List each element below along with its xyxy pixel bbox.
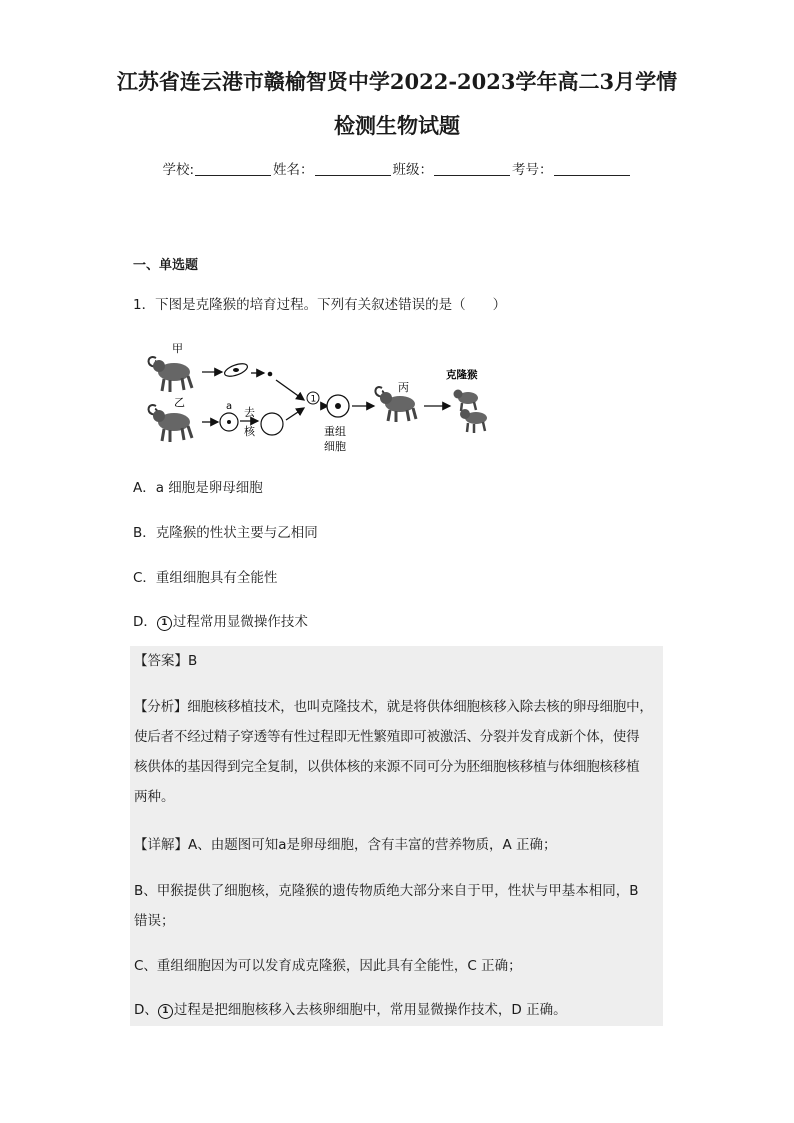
detail-step-1-circle: 1 [158, 1004, 173, 1019]
label-chongzu: 重组 [324, 425, 346, 438]
detail-d [134, 995, 662, 1025]
enucleated-oocyte-icon [261, 413, 283, 435]
section-title: 一、单选题 [133, 258, 199, 273]
monkey-bing-icon [375, 387, 416, 422]
reconstructed-cell-icon [327, 395, 349, 417]
detail-c: C、重组细胞因为可以发育成克隆猴，因此具有全能性，C 正确； [134, 958, 522, 974]
school-label: 学校: [162, 162, 195, 178]
page-title-line2: 检测生物试题 [334, 113, 460, 138]
step-1-label: 1 [310, 394, 317, 405]
school-blank[interactable] [195, 161, 271, 176]
page-title-line1: 江苏省连云港市赣榆智贤中学2022-2023学年高二3月学情 [116, 69, 678, 94]
label-xibao: 细胞 [324, 440, 346, 453]
option-d[interactable] [133, 610, 308, 631]
analysis-line-3: 核供体的基因得到完全复制，以供体核的来源不同可分为胚细胞核移植与体细胞核移植 [134, 759, 640, 775]
answer-panel [130, 646, 663, 1026]
label-he: 核 [244, 425, 255, 438]
answer-line: 【答案】B [134, 653, 198, 669]
class-blank[interactable] [434, 161, 510, 176]
detail-d-text: 过程是把细胞核移入去核卵细胞中，常用显微操作技术，D 正确。 [173, 1002, 567, 1018]
analysis-line-1: 【分析】细胞核移植技术，也叫克隆技术，就是将供体细胞核移入除去核的卵母细胞中， [134, 699, 653, 715]
clone-monkey-diagram [134, 336, 496, 460]
somatic-cell-icon [223, 361, 249, 379]
student-info-row [0, 158, 794, 178]
label-a: a [226, 401, 233, 412]
label-clone-monkey: 克隆猴 [446, 369, 478, 381]
detail-d-prefix: D、 [134, 1002, 158, 1018]
option-a[interactable]: A．a 细胞是卵母细胞 [133, 480, 263, 496]
detail-b-line-1: B、甲猴提供了细胞核，克隆猴的遗传物质绝大部分来自于甲，性状与甲基本相同，B [134, 883, 639, 899]
label-bing: 丙 [398, 381, 409, 394]
detail-a: 【详解】A、由题图可知a是卵母细胞，含有丰富的营养物质，A 正确； [134, 837, 557, 853]
option-c[interactable]: C．重组细胞具有全能性 [133, 570, 278, 586]
analysis-line-4: 两种。 [134, 789, 175, 805]
clone-monkeys-icon [454, 390, 488, 434]
monkey-yi-icon [149, 405, 192, 442]
label-qu: 去 [244, 406, 255, 419]
question-stem: 1．下图是克隆猴的培育过程。下列有关叙述错误的是（ ） [133, 297, 507, 313]
name-label: 姓名： [273, 162, 314, 178]
label-yi: 乙 [174, 396, 185, 409]
option-d-text: 过程常用显微操作技术 [172, 614, 308, 630]
detail-b-line-2: 错误； [134, 913, 175, 929]
name-blank[interactable] [315, 161, 391, 176]
oocyte-a-icon [220, 413, 238, 431]
exam-no-label: 考号： [512, 162, 553, 178]
option-d-prefix: D． [133, 614, 157, 630]
class-label: 班级： [392, 162, 434, 178]
monkey-jia-icon [149, 357, 192, 392]
label-jia: 甲 [172, 342, 183, 355]
exam-no-blank[interactable] [554, 161, 630, 176]
nucleus-dot [268, 372, 273, 377]
analysis-line-2: 使后者不经过精子穿透等有性过程即无性繁殖即可被激活、分裂并发育成新个体，使得 [134, 729, 640, 745]
option-b[interactable]: B．克隆猴的性状主要与乙相同 [133, 525, 318, 541]
step-1-circle: 1 [157, 616, 172, 631]
